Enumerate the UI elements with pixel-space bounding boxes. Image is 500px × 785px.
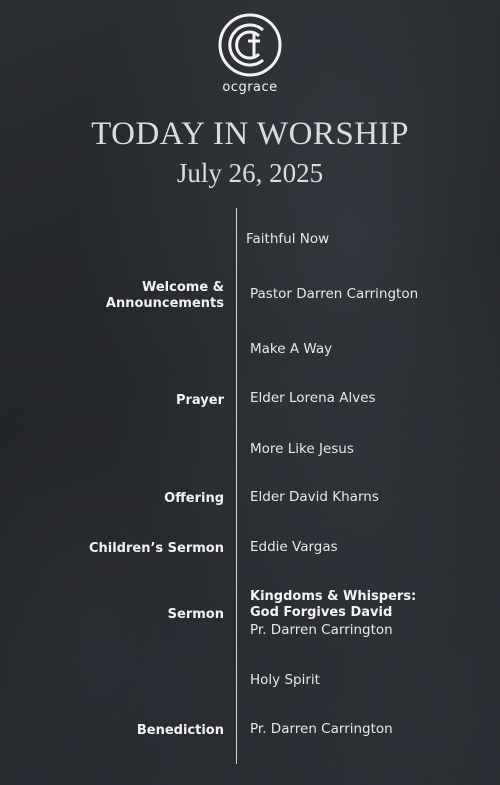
brand-name: ocgrace (222, 80, 278, 95)
sermon-label: Sermon (167, 607, 224, 622)
offering-label: Offering (164, 491, 224, 506)
childrens-sermon-label: Children’s Sermon (88, 541, 224, 556)
song-3: More Like Jesus (250, 441, 354, 457)
welcome-label-line-2: Announcements (105, 296, 224, 311)
brand-logo (0, 12, 500, 95)
benediction-detail: Pr. Darren Carrington (250, 721, 393, 737)
cross-circle-logo-icon (217, 12, 283, 78)
sermon-speaker: Pr. Darren Carrington (250, 622, 393, 638)
offering-detail: Elder David Kharns (250, 489, 379, 505)
song-4: Holy Spirit (250, 672, 320, 688)
prayer-detail: Elder Lorena Alves (250, 390, 376, 406)
sermon-title-line-1: Kingdoms & Whispers: (250, 589, 417, 604)
song-2: Make A Way (250, 341, 333, 357)
welcome-label-line-1: Welcome & (141, 280, 224, 295)
childrens-sermon-detail: Eddie Vargas (250, 539, 338, 555)
prayer-label: Prayer (175, 393, 224, 408)
welcome-detail: Pastor Darren Carrington (250, 286, 419, 302)
page-title: TODAY IN WORSHIP (91, 116, 409, 152)
sermon-title-line-2: God Forgives David (250, 605, 393, 620)
song-1: Faithful Now (246, 231, 330, 247)
service-date: July 26, 2025 (176, 158, 324, 188)
benediction-label: Benediction (136, 723, 224, 738)
welcome-label (106, 280, 224, 312)
timeline-divider (236, 208, 237, 764)
